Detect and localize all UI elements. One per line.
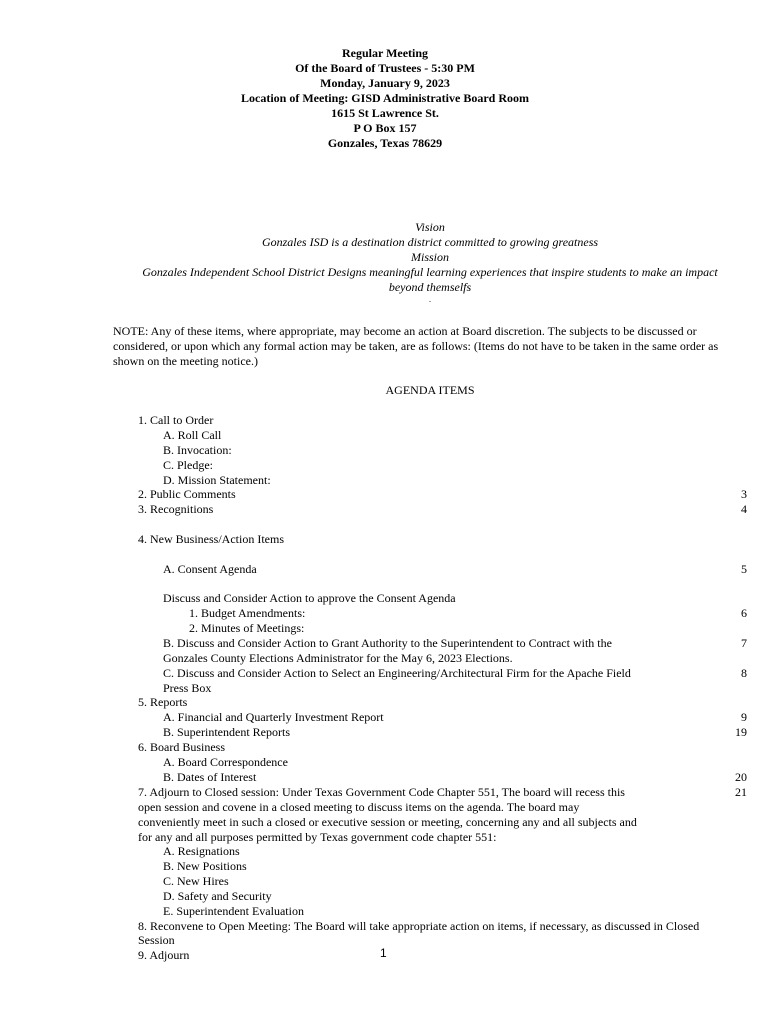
agenda-item-7-line-4: for any and all purposes permitted by Texas government code chapter 551: — [138, 830, 497, 844]
note-paragraph: NOTE: Any of these items, where appropriate, may become an action at Board discretion. The subjects to be discussed or considered, or upon which any formal action may be taken, are as follows: (Items do not have to be taken in the same order as shown on the meeting notice.) — [113, 324, 719, 368]
agenda-item-9: 9. Adjourn — [138, 948, 190, 962]
meeting-location: Location of Meeting: GISD Administrative Board Room — [241, 91, 529, 105]
consent-minutes: 2. Minutes of Meetings: — [189, 621, 305, 635]
agenda-item-7b: B. New Positions — [163, 859, 247, 873]
agenda-item-7d: D. Safety and Security — [163, 889, 272, 903]
vision-text: Gonzales ISD is a destination district committed to growing greatness — [261, 235, 599, 249]
agenda-item-4b-line-1: B. Discuss and Consider Action to Grant Authority to the Superintendent to Contract with the — [163, 636, 612, 650]
agenda-item-7a: A. Resignations — [163, 844, 240, 858]
agenda-item-3-page: 4 — [741, 502, 747, 516]
agenda-item-4c-page: 8 — [741, 666, 747, 680]
vision-mission-block — [110, 220, 750, 310]
agenda-item-8-line-1: 8. Reconvene to Open Meeting: The Board will take appropriate action on items, if necessary, as discussed in Closed — [138, 919, 700, 933]
meeting-date: Monday, January 9, 2023 — [320, 76, 450, 90]
agenda-item-4c-line-1: C. Discuss and Consider Action to Select an Engineering/Architectural Firm for the Apache Field — [163, 666, 631, 680]
agenda-item-7c: C. New Hires — [163, 874, 229, 888]
agenda-item-2-page: 3 — [741, 487, 747, 501]
agenda-title: AGENDA ITEMS — [385, 383, 475, 397]
agenda-item-1d: D. Mission Statement: — [163, 473, 271, 487]
agenda-item-1c: C. Pledge: — [163, 458, 213, 472]
agenda-item-5: 5. Reports — [138, 695, 188, 709]
meeting-header — [0, 46, 770, 151]
agenda-item-5a: A. Financial and Quarterly Investment Report — [163, 710, 384, 724]
agenda-item-4a: A. Consent Agenda — [163, 562, 257, 576]
agenda-item-5b: B. Superintendent Reports — [163, 725, 290, 739]
meeting-city: Gonzales, Texas 78629 — [327, 136, 443, 150]
agenda-item-7-line-2: open session and covene in a closed meeting to discuss items on the agenda. The board may — [138, 800, 580, 814]
agenda-item-7e: E. Superintendent Evaluation — [163, 904, 304, 918]
agenda-item-7-line-3: conveniently meet in such a closed or executive session or meeting, concerning any and all subjects and — [138, 815, 637, 829]
vision-label: Vision — [415, 220, 445, 234]
mission-text-line-1: Gonzales Independent School District Designs meaningful learning experiences that inspire students to make an impact — [142, 265, 718, 279]
meeting-board-time: Of the Board of Trustees - 5:30 PM — [295, 61, 475, 75]
agenda-item-3: 3. Recognitions — [138, 502, 214, 516]
agenda-item-7-line-1: 7. Adjourn to Closed session: Under Texas Government Code Chapter 551, The board will recess this — [138, 785, 625, 799]
agenda-item-5b-page: 19 — [735, 725, 747, 739]
consent-budget: 1. Budget Amendments: — [189, 606, 306, 620]
agenda-item-1a: A. Roll Call — [163, 428, 222, 442]
mission-dot: . — [429, 295, 431, 304]
page-number: 1 — [380, 946, 387, 960]
agenda-item-1: 1. Call to Order — [138, 413, 214, 427]
agenda-item-6b-page: 20 — [735, 770, 747, 784]
agenda-item-5a-page: 9 — [741, 710, 747, 724]
meeting-street: 1615 St Lawrence St. — [331, 106, 439, 120]
agenda-item-4: 4. New Business/Action Items — [138, 532, 284, 546]
agenda-item-8-line-2: Session — [138, 933, 175, 947]
mission-text-line-2: beyond themselfs — [388, 280, 472, 294]
meeting-title: Regular Meeting — [341, 46, 429, 60]
consent-budget-page: 6 — [741, 606, 747, 620]
agenda-item-2: 2. Public Comments — [138, 487, 236, 501]
agenda-item-4a-page: 5 — [741, 562, 747, 576]
agenda-item-4b-page: 7 — [741, 636, 747, 650]
agenda-item-6a: A. Board Correspondence — [163, 755, 288, 769]
agenda-item-4b-line-2: Gonzales County Elections Administrator for the May 6, 2023 Elections. — [163, 651, 513, 665]
agenda-item-6: 6. Board Business — [138, 740, 225, 754]
consent-discuss: Discuss and Consider Action to approve the Consent Agenda — [163, 591, 456, 605]
agenda-item-7-page: 21 — [735, 785, 747, 799]
agenda-item-4c-line-2: Press Box — [163, 681, 212, 695]
mission-label: Mission — [410, 250, 449, 264]
agenda-item-1b: B. Invocation: — [163, 443, 232, 457]
meeting-po-box: P O Box 157 — [353, 121, 417, 135]
agenda-item-6b: B. Dates of Interest — [163, 770, 257, 784]
